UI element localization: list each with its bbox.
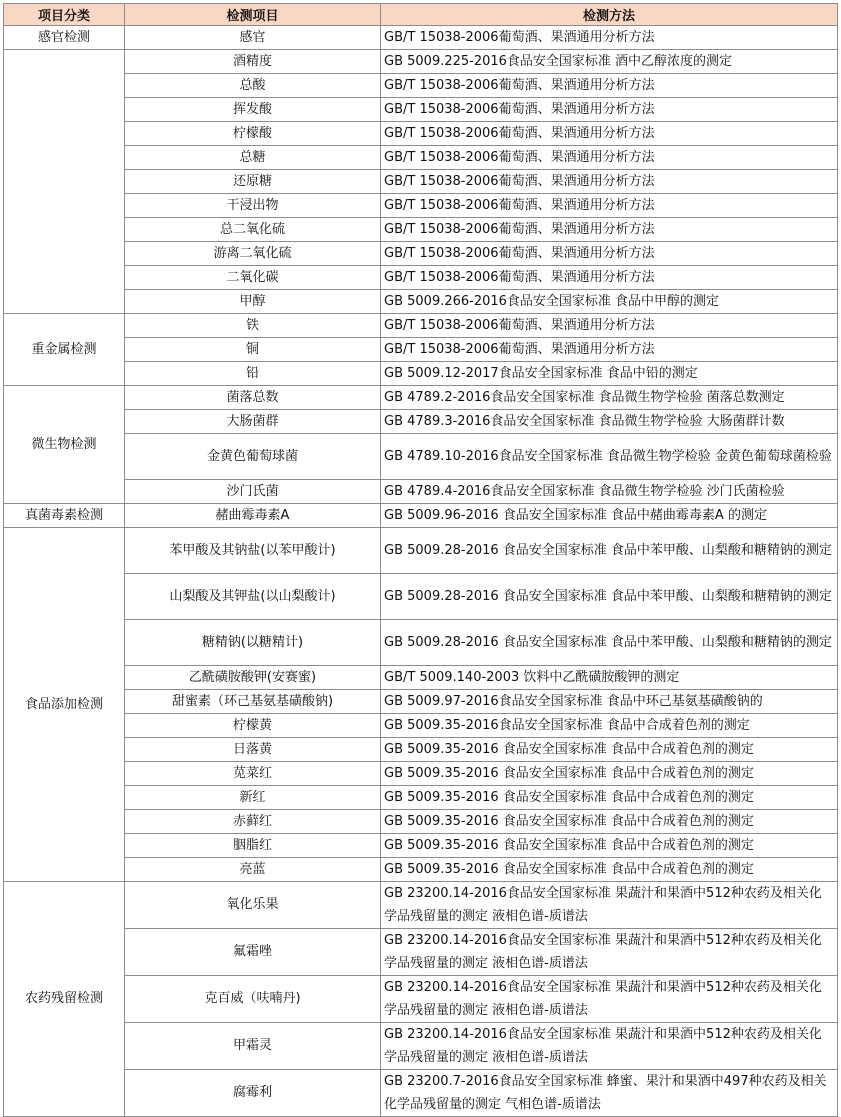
method-cell: GB/T 15038-2006葡萄酒、果酒通用分析方法 [381, 242, 838, 266]
item-cell: 柠檬酸 [125, 122, 381, 146]
method-cell: GB/T 15038-2006葡萄酒、果酒通用分析方法 [381, 266, 838, 290]
method-cell: GB 23200.14-2016食品安全国家标准 果蔬汁和果酒中512种农药及相关化学品残留量的测定 液相色谱-质谱法 [381, 1023, 838, 1070]
item-cell: 亮蓝 [125, 858, 381, 882]
category-cell [4, 50, 125, 314]
item-cell: 甲醇 [125, 290, 381, 314]
item-cell: 山梨酸及其钾盐(以山梨酸计) [125, 574, 381, 620]
table-row [4, 266, 838, 290]
table-row [4, 146, 838, 170]
table-row [4, 362, 838, 386]
table-row [4, 98, 838, 122]
table-row [4, 314, 838, 338]
table-row [4, 666, 838, 690]
category-cell: 农药残留检测 [4, 882, 125, 1117]
item-cell: 总糖 [125, 146, 381, 170]
table-row [4, 834, 838, 858]
table-row [4, 929, 838, 976]
category-cell: 微生物检测 [4, 386, 125, 504]
table-row [4, 786, 838, 810]
method-cell: GB/T 15038-2006葡萄酒、果酒通用分析方法 [381, 26, 838, 50]
method-cell: GB/T 15038-2006葡萄酒、果酒通用分析方法 [381, 74, 838, 98]
table-row [4, 858, 838, 882]
item-cell: 干浸出物 [125, 194, 381, 218]
method-cell: GB/T 15038-2006葡萄酒、果酒通用分析方法 [381, 314, 838, 338]
method-cell: GB/T 15038-2006葡萄酒、果酒通用分析方法 [381, 98, 838, 122]
method-cell: GB 5009.35-2016 食品安全国家标准 食品中合成着色剂的测定 [381, 786, 838, 810]
item-cell: 克百威（呋喃丹) [125, 976, 381, 1023]
table-row [4, 882, 838, 929]
table-row [4, 170, 838, 194]
method-cell: GB 5009.35-2016 食品安全国家标准 食品中合成着色剂的测定 [381, 834, 838, 858]
table-row [4, 386, 838, 410]
item-cell: 赭曲霉毒素A [125, 504, 381, 528]
item-cell: 苋菜红 [125, 762, 381, 786]
method-cell: GB 5009.28-2016 食品安全国家标准 食品中苯甲酸、山梨酸和糖精钠的测定 [381, 620, 838, 666]
item-cell: 赤藓红 [125, 810, 381, 834]
item-cell: 游离二氧化硫 [125, 242, 381, 266]
header-item: 检测项目 [125, 4, 381, 26]
test-items-table [3, 3, 838, 1117]
item-cell: 总酸 [125, 74, 381, 98]
item-cell: 菌落总数 [125, 386, 381, 410]
header-row [4, 4, 838, 26]
item-cell: 挥发酸 [125, 98, 381, 122]
category-cell: 重金属检测 [4, 314, 125, 386]
method-cell: GB 4789.10-2016食品安全国家标准 食品微生物学检验 金黄色葡萄球菌检验 [381, 434, 838, 480]
table-row [4, 338, 838, 362]
table-row [4, 714, 838, 738]
item-cell: 铅 [125, 362, 381, 386]
table-row [4, 810, 838, 834]
table-row [4, 762, 838, 786]
item-cell: 日落黄 [125, 738, 381, 762]
table-row [4, 690, 838, 714]
table-row [4, 194, 838, 218]
table-row [4, 74, 838, 98]
category-cell: 感官检测 [4, 26, 125, 50]
table-row [4, 26, 838, 50]
category-cell: 真菌毒素检测 [4, 504, 125, 528]
item-cell: 沙门氏菌 [125, 480, 381, 504]
item-cell: 总二氧化硫 [125, 218, 381, 242]
item-cell: 铁 [125, 314, 381, 338]
method-cell: GB 4789.2-2016食品安全国家标准 食品微生物学检验 菌落总数测定 [381, 386, 838, 410]
item-cell: 氟霜唑 [125, 929, 381, 976]
method-cell: GB/T 15038-2006葡萄酒、果酒通用分析方法 [381, 170, 838, 194]
method-cell: GB/T 15038-2006葡萄酒、果酒通用分析方法 [381, 194, 838, 218]
item-cell: 氧化乐果 [125, 882, 381, 929]
method-cell: GB 23200.14-2016食品安全国家标准 果蔬汁和果酒中512种农药及相关化学品残留量的测定 液相色谱-质谱法 [381, 929, 838, 976]
item-cell: 甜蜜素（环己基氨基磺酸钠) [125, 690, 381, 714]
method-cell: GB/T 5009.140-2003 饮料中乙酰磺胺酸钾的测定 [381, 666, 838, 690]
table-row [4, 738, 838, 762]
method-cell: GB 5009.35-2016 食品安全国家标准 食品中合成着色剂的测定 [381, 762, 838, 786]
method-cell: GB 5009.28-2016 食品安全国家标准 食品中苯甲酸、山梨酸和糖精钠的测定 [381, 528, 838, 574]
method-cell: GB 5009.266-2016食品安全国家标准 食品中甲醇的测定 [381, 290, 838, 314]
table-row [4, 242, 838, 266]
table-row [4, 1070, 838, 1117]
item-cell: 柠檬黄 [125, 714, 381, 738]
method-cell: GB 5009.35-2016食品安全国家标准 食品中合成着色剂的测定 [381, 714, 838, 738]
method-cell: GB 5009.225-2016食品安全国家标准 酒中乙醇浓度的测定 [381, 50, 838, 74]
item-cell: 二氧化碳 [125, 266, 381, 290]
method-cell: GB 5009.96-2016 食品安全国家标准 食品中赭曲霉毒素A 的测定 [381, 504, 838, 528]
table-row [4, 1023, 838, 1070]
method-cell: GB 4789.4-2016食品安全国家标准 食品微生物学检验 沙门氏菌检验 [381, 480, 838, 504]
method-cell: GB 23200.14-2016食品安全国家标准 果蔬汁和果酒中512种农药及相关化学品残留量的测定 液相色谱-质谱法 [381, 882, 838, 929]
item-cell: 甲霜灵 [125, 1023, 381, 1070]
method-cell: GB/T 15038-2006葡萄酒、果酒通用分析方法 [381, 218, 838, 242]
method-cell: GB 23200.14-2016食品安全国家标准 果蔬汁和果酒中512种农药及相关化学品残留量的测定 液相色谱-质谱法 [381, 976, 838, 1023]
item-cell: 胭脂红 [125, 834, 381, 858]
category-cell: 食品添加检测 [4, 528, 125, 882]
item-cell: 感官 [125, 26, 381, 50]
table-row [4, 574, 838, 620]
item-cell: 大肠菌群 [125, 410, 381, 434]
header-category: 项目分类 [4, 4, 125, 26]
item-cell: 酒精度 [125, 50, 381, 74]
item-cell: 金黄色葡萄球菌 [125, 434, 381, 480]
method-cell: GB/T 15038-2006葡萄酒、果酒通用分析方法 [381, 122, 838, 146]
item-cell: 乙酰磺胺酸钾(安赛蜜) [125, 666, 381, 690]
method-cell: GB 5009.97-2016食品安全国家标准 食品中环己基氨基磺酸钠的 [381, 690, 838, 714]
table-row [4, 122, 838, 146]
item-cell: 糖精钠(以糖精计) [125, 620, 381, 666]
table-row [4, 528, 838, 574]
method-cell: GB 4789.3-2016食品安全国家标准 食品微生物学检验 大肠菌群计数 [381, 410, 838, 434]
item-cell: 铜 [125, 338, 381, 362]
table-row [4, 976, 838, 1023]
method-cell: GB/T 15038-2006葡萄酒、果酒通用分析方法 [381, 146, 838, 170]
table-row [4, 50, 838, 74]
item-cell: 新红 [125, 786, 381, 810]
table-row [4, 620, 838, 666]
item-cell: 腐霉利 [125, 1070, 381, 1117]
method-cell: GB 5009.28-2016 食品安全国家标准 食品中苯甲酸、山梨酸和糖精钠的测定 [381, 574, 838, 620]
table-row [4, 480, 838, 504]
table-row [4, 434, 838, 480]
method-cell: GB 5009.35-2016 食品安全国家标准 食品中合成着色剂的测定 [381, 858, 838, 882]
table-row [4, 504, 838, 528]
table-row [4, 410, 838, 434]
method-cell: GB 5009.35-2016 食品安全国家标准 食品中合成着色剂的测定 [381, 738, 838, 762]
method-cell: GB 5009.35-2016 食品安全国家标准 食品中合成着色剂的测定 [381, 810, 838, 834]
method-cell: GB/T 15038-2006葡萄酒、果酒通用分析方法 [381, 338, 838, 362]
item-cell: 苯甲酸及其钠盐(以苯甲酸计) [125, 528, 381, 574]
table-row [4, 290, 838, 314]
method-cell: GB 23200.7-2016食品安全国家标准 蜂蜜、果汁和果酒中497种农药及相关 化学品残留量的测定 气相色谱-质谱法 [381, 1070, 838, 1117]
method-cell: GB 5009.12-2017食品安全国家标准 食品中铅的测定 [381, 362, 838, 386]
item-cell: 还原糖 [125, 170, 381, 194]
header-method: 检测方法 [381, 4, 838, 26]
table-row [4, 218, 838, 242]
